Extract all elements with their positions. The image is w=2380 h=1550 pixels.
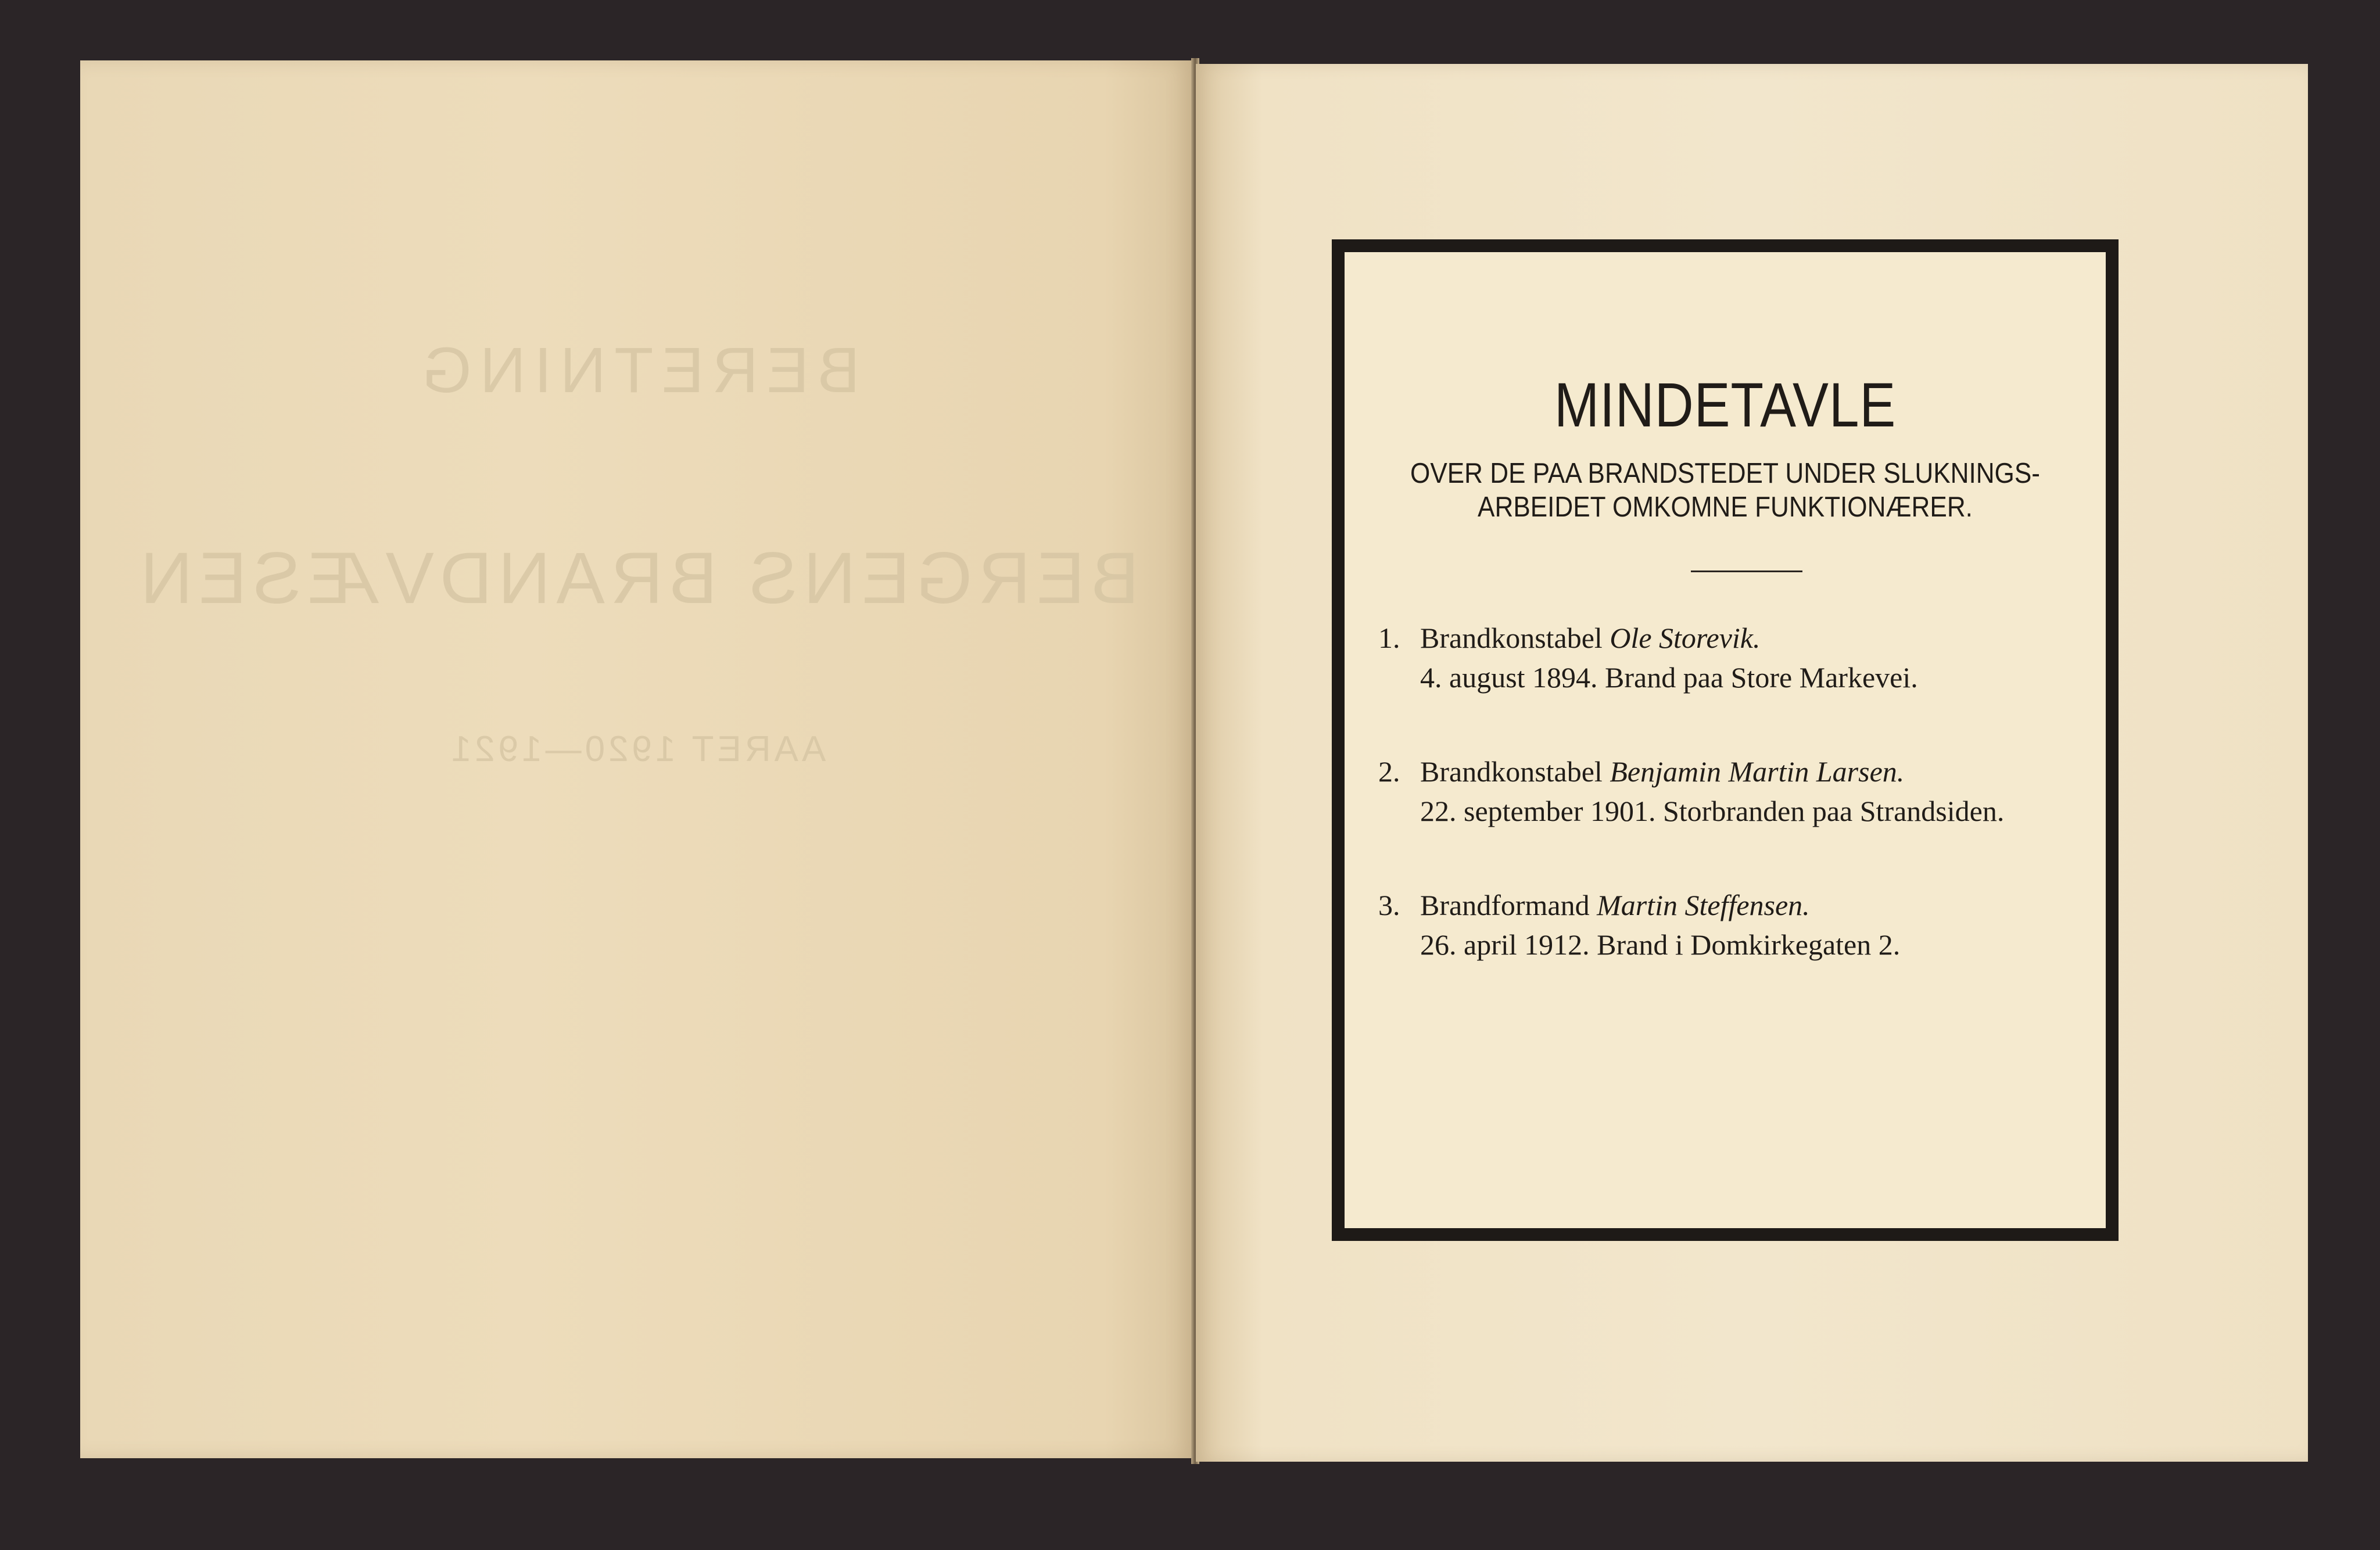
entry-name: Martin Steffensen. [1597, 889, 1810, 921]
entry-name: Ole Storevik. [1610, 622, 1761, 654]
bleed-through-subtitle: BERGENS BRANDVÆSEN [134, 538, 1139, 619]
memorial-title: MINDETAVLE [1554, 369, 1897, 440]
memorial-frame [1332, 239, 2119, 1241]
memorial-content [1345, 252, 2106, 1228]
entry-name: Benjamin Martin Larsen. [1610, 755, 1905, 788]
memorial-subtitle [1393, 457, 2058, 524]
list-item [1378, 618, 2088, 697]
list-item [1378, 752, 2088, 831]
memorial-list [1378, 618, 2088, 1019]
title-divider [1691, 571, 1802, 572]
entry-detail: 22. september 1901. Storbranden paa Strandsiden. [1420, 795, 2005, 827]
entry-detail: 4. august 1894. Brand paa Store Markevei. [1420, 661, 1918, 694]
list-item [1378, 885, 2088, 964]
left-page [80, 60, 1193, 1458]
entry-number: 1. [1378, 622, 1400, 654]
subtitle-line-2: ARBEIDET OMKOMNE FUNKTIONÆRER. [1478, 491, 1973, 523]
entry-detail: 26. april 1912. Brand i Domkirkegaten 2. [1420, 928, 1901, 961]
bleed-through-title: BERETNING [414, 335, 860, 406]
entry-rank: Brandformand [1420, 889, 1590, 921]
bleed-through-year: AARET 1920—1921 [447, 729, 826, 769]
subtitle-line-1: OVER DE PAA BRANDSTEDET UNDER SLUKNINGS- [1410, 458, 2040, 489]
entry-number: 2. [1378, 755, 1400, 788]
entry-number: 3. [1378, 889, 1400, 921]
entry-rank: Brandkonstabel [1420, 755, 1603, 788]
entry-rank: Brandkonstabel [1420, 622, 1603, 654]
